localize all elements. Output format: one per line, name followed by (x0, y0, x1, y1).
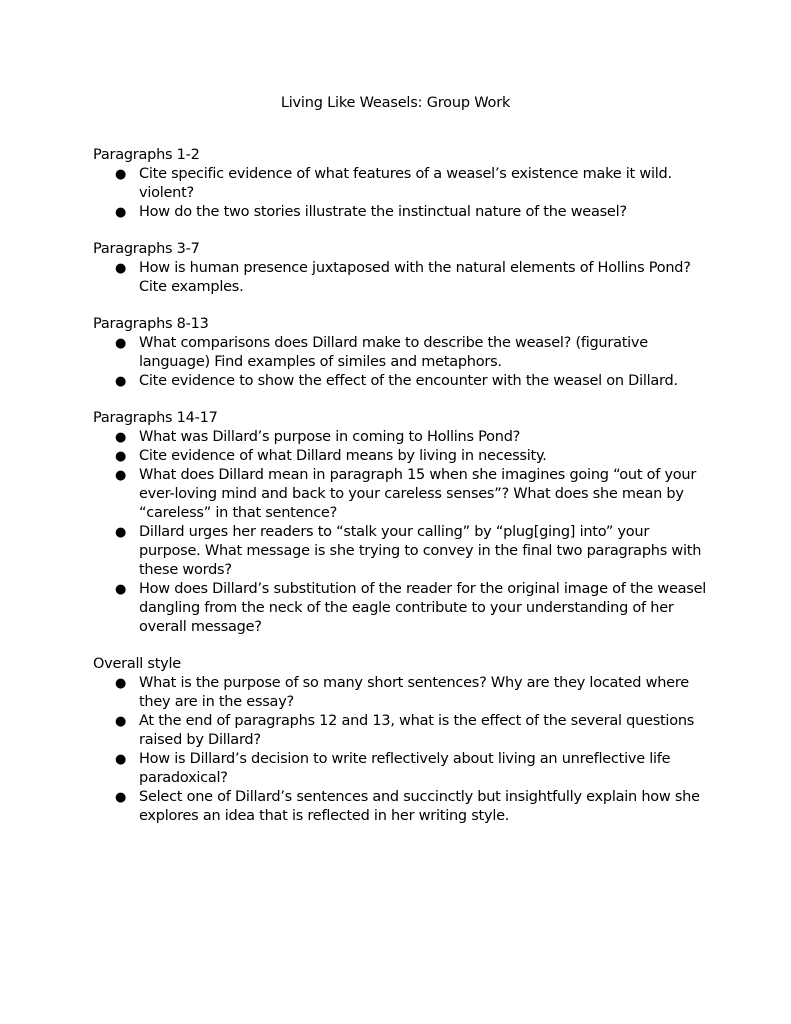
bullet-icon: ● (115, 205, 127, 220)
question-text: How does Dillard’s substitution of the reader for the original image of the weasel dangling from the neck of the eagle contribute to your understanding of her overall message? (139, 581, 707, 635)
question-item (93, 428, 713, 447)
question-list (93, 165, 713, 222)
bullet-icon: ● (115, 430, 127, 445)
question-item (93, 788, 713, 826)
bullet-icon: ● (115, 525, 127, 540)
question-item (93, 712, 713, 750)
question-list (93, 334, 713, 391)
question-list (93, 674, 713, 826)
bullet-icon: ● (115, 468, 127, 483)
bullet-icon: ● (115, 261, 127, 276)
question-item (93, 447, 713, 466)
section-heading: Paragraphs 8-13 (93, 316, 209, 332)
section-heading: Paragraphs 14-17 (93, 410, 218, 426)
question-item (93, 372, 713, 391)
section-paragraphs-3-7 (93, 240, 713, 297)
question-text: Cite specific evidence of what features of a weasel’s existence make it wild. violent? (139, 166, 672, 201)
section-paragraphs-1-2 (93, 146, 713, 222)
question-text: What does Dillard mean in paragraph 15 when she imagines going “out of your ever-loving mind and back to your careless senses”? What does she mean by “careless” in that sentence? (139, 467, 697, 521)
bullet-icon: ● (115, 374, 127, 389)
bullet-icon: ● (115, 752, 127, 767)
question-item (93, 165, 713, 203)
document-body (93, 146, 713, 844)
document-title: Living Like Weasels: Group Work (280, 95, 511, 111)
section-heading: Paragraphs 1-2 (93, 147, 200, 163)
section-heading: Paragraphs 3-7 (93, 241, 200, 257)
question-item (93, 750, 713, 788)
question-text: What was Dillard’s purpose in coming to Hollins Pond? (139, 429, 521, 445)
section-overall-style (93, 655, 713, 826)
question-text: Cite evidence of what Dillard means by living in necessity. (139, 448, 547, 464)
bullet-icon: ● (115, 676, 127, 691)
question-item (93, 334, 713, 372)
question-text: What is the purpose of so many short sentences? Why are they located where they are in the essay? (139, 675, 689, 710)
question-item (93, 580, 713, 637)
question-item (93, 203, 713, 222)
question-text: How do the two stories illustrate the instinctual nature of the weasel? (139, 204, 627, 220)
question-item (93, 259, 713, 297)
bullet-icon: ● (115, 336, 127, 351)
question-text: Select one of Dillard’s sentences and succinctly but insightfully explain how she explores an idea that is reflected in her writing style. (139, 789, 700, 824)
question-text: How is Dillard’s decision to write reflectively about living an unreflective life paradoxical? (139, 751, 671, 786)
question-text: Dillard urges her readers to “stalk your calling” by “plug[ging] into” your purpose. What message is she trying to convey in the final two paragraphs with these words? (139, 524, 702, 578)
question-item (93, 674, 713, 712)
question-item (93, 466, 713, 523)
question-text: How is human presence juxtaposed with the natural elements of Hollins Pond? Cite examples. (139, 260, 691, 295)
question-text: What comparisons does Dillard make to describe the weasel? (figurative language) Find examples of similes and metaphors. (139, 335, 648, 370)
section-paragraphs-14-17 (93, 409, 713, 637)
question-item (93, 523, 713, 580)
question-text: At the end of paragraphs 12 and 13, what is the effect of the several questions raised by Dillard? (139, 713, 695, 748)
question-list (93, 259, 713, 297)
section-heading: Overall style (93, 656, 181, 672)
bullet-icon: ● (115, 582, 127, 597)
section-paragraphs-8-13 (93, 315, 713, 391)
bullet-icon: ● (115, 714, 127, 729)
question-list (93, 428, 713, 637)
bullet-icon: ● (115, 790, 127, 805)
question-text: Cite evidence to show the effect of the encounter with the weasel on Dillard. (139, 373, 678, 389)
bullet-icon: ● (115, 167, 127, 182)
bullet-icon: ● (115, 449, 127, 464)
